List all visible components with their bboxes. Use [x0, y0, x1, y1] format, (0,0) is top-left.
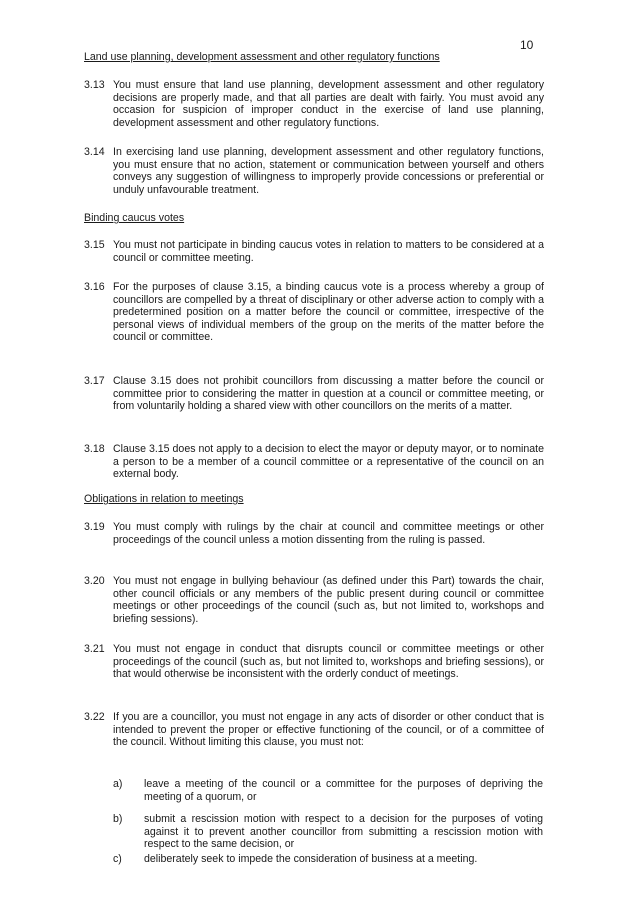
list-item-c — [113, 853, 543, 866]
clause-text: Clause 3.15 does not apply to a decision to elect the mayor or deputy mayor, or to nominate a person to be a member of a council committee or a representative of the council on an external body. — [113, 443, 544, 481]
section-heading-binding-caucus: Binding caucus votes — [84, 212, 185, 224]
section-heading-land-use: Land use planning, development assessment and other regulatory functions — [84, 51, 440, 63]
clause-number: 3.22 — [84, 711, 105, 723]
list-item-label: c) — [113, 853, 122, 865]
list-item-label: a) — [113, 778, 123, 790]
clause-number: 3.15 — [84, 239, 105, 251]
clause-text: If you are a councillor, you must not engage in any acts of disorder or other conduct that is intended to prevent the proper or effective functioning of the council, or of a committee of the council. Without limiting this clause, you must not: — [113, 711, 544, 749]
clause-3-15 — [84, 239, 544, 264]
clause-number: 3.21 — [84, 643, 105, 655]
clause-number: 3.16 — [84, 281, 105, 293]
clause-3-14 — [84, 146, 544, 196]
clause-3-17 — [84, 375, 544, 413]
clause-text: In exercising land use planning, development assessment and other regulatory functions, you must ensure that no action, statement or communication between yourself and others conveys any suggestion of willingness to improperly provide concessions or preferential or unduly unfavourable treatment. — [113, 146, 544, 196]
list-item-text: leave a meeting of the council or a committee for the purposes of depriving the meeting of a quorum, or — [144, 778, 543, 803]
page-number: 10 — [520, 38, 534, 52]
clause-number: 3.19 — [84, 521, 105, 533]
list-item-label: b) — [113, 813, 123, 825]
section-heading-meetings: Obligations in relation to meetings — [84, 493, 244, 505]
clause-number: 3.13 — [84, 79, 105, 91]
clause-3-19 — [84, 521, 544, 546]
clause-text: You must not participate in binding caucus votes in relation to matters to be considered at a council or committee meeting. — [113, 239, 544, 264]
clause-3-16 — [84, 281, 544, 344]
list-item-a — [113, 778, 543, 803]
clause-number: 3.14 — [84, 146, 105, 158]
clause-3-22 — [84, 711, 544, 749]
clause-number: 3.17 — [84, 375, 105, 387]
list-item-b — [113, 813, 543, 851]
clause-number: 3.20 — [84, 575, 105, 587]
clause-3-21 — [84, 643, 544, 681]
list-item-text: submit a rescission motion with respect to a decision for the purposes of voting against it to prevent another councillor from submitting a rescission motion with respect to the same decision, or — [144, 813, 543, 851]
clause-text: You must not engage in conduct that disrupts council or committee meetings or other proceedings of the council (such as, but not limited to, workshops and briefing sessions), or that would otherwise be inconsistent with the orderly conduct of meetings. — [113, 643, 544, 681]
clause-3-20 — [84, 575, 544, 625]
clause-text: You must not engage in bullying behaviour (as defined under this Part) towards the chair, other council officials or any members of the public present during council or committee meetings or other proceedings of the council (such as, but not limited to, workshops and briefing sessions). — [113, 575, 544, 625]
clause-text: Clause 3.15 does not prohibit councillors from discussing a matter before the council or committee prior to considering the matter in question at a council or committee meeting, or from voluntarily holding a shared view with other councillors on the merits of a matter. — [113, 375, 544, 413]
clause-3-18 — [84, 443, 544, 481]
list-item-text: deliberately seek to impede the consideration of business at a meeting. — [144, 853, 478, 865]
clause-text: You must ensure that land use planning, development assessment and other regulatory decisions are properly made, and that all parties are dealt with fairly. You must avoid any occasion for suspicion of improper conduct in the exercise of land use planning, development assessment and other regulatory functions. — [113, 79, 544, 129]
clause-number: 3.18 — [84, 443, 105, 455]
clause-text: For the purposes of clause 3.15, a binding caucus vote is a process whereby a group of councillors are compelled by a threat of disciplinary or other adverse action to comply with a predetermined position on a matter before the council or committee, irrespective of the personal views of individual members of the group on the merits of the matter before the council or committee. — [113, 281, 544, 344]
clause-3-13 — [84, 79, 544, 129]
clause-text: You must comply with rulings by the chair at council and committee meetings or other proceedings of the council unless a motion dissenting from the ruling is passed. — [113, 521, 544, 546]
